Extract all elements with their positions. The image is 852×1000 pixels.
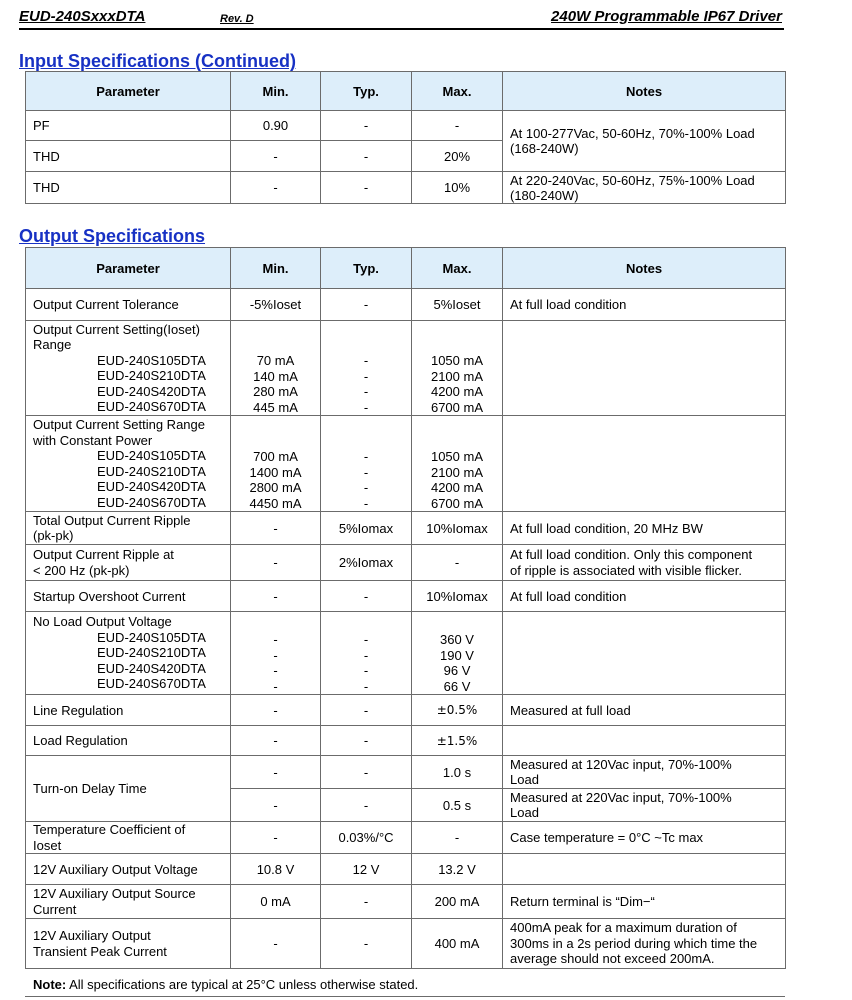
- model-name: EUD-240S670DTA: [97, 494, 206, 510]
- param-cell: [26, 512, 231, 545]
- notes-cell: [503, 416, 786, 512]
- notes-cell: [503, 789, 786, 822]
- value: -: [363, 464, 369, 480]
- value: 4200 mA: [430, 480, 484, 495]
- document-id: EUD-240SxxxDTA: [19, 8, 146, 25]
- note-line: Load: [510, 805, 539, 820]
- max-cell: 20%: [412, 141, 503, 172]
- param-line: < 200 Hz (pk-pk): [33, 562, 130, 578]
- table-row: [26, 756, 786, 789]
- notes-cell: Case temperature = 0°C ~Tc max: [503, 822, 786, 854]
- param-cell: PF: [26, 111, 231, 141]
- col-max: Max.: [412, 72, 503, 111]
- max-cell: 13.2 V: [412, 854, 503, 885]
- param-line: Transient Peak Current: [33, 943, 167, 959]
- min-cell: 0.90: [231, 111, 321, 141]
- table-row: [26, 919, 786, 969]
- max-cell: ±1.5%: [412, 726, 503, 756]
- input-spec-table: [25, 71, 786, 204]
- max-cell: 5%Ioset: [412, 289, 503, 321]
- typ-cell: 0.03%/°C: [321, 822, 412, 854]
- note-line: At full load condition. Only this component: [510, 547, 753, 562]
- param-cell: Turn-on Delay Time: [26, 756, 231, 822]
- note-line: average should not exceed 200mA.: [510, 951, 715, 967]
- value: -: [363, 480, 369, 495]
- max-cell: -: [412, 111, 503, 141]
- value: -: [363, 449, 369, 464]
- min-cell: -: [231, 512, 321, 545]
- note-line: Measured at 120Vac input, 70%-100%: [510, 756, 732, 772]
- table-row: [26, 289, 786, 321]
- param-cell: Startup Overshoot Current: [26, 581, 231, 612]
- max-cell: [412, 416, 503, 512]
- typ-cell: 5%Iomax: [321, 512, 412, 545]
- max-cell: 200 mA: [412, 885, 503, 919]
- min-cell: -: [231, 919, 321, 969]
- note-line: Load: [510, 772, 539, 787]
- typ-cell: [321, 612, 412, 695]
- table-row: [26, 512, 786, 545]
- col-parameter: Parameter: [26, 248, 231, 289]
- notes-cell: At full load condition: [503, 289, 786, 321]
- param-line: 12V Auxiliary Output: [33, 928, 151, 943]
- value: -: [273, 678, 278, 694]
- typ-cell: [321, 321, 412, 416]
- model-name: EUD-240S210DTA: [97, 463, 206, 479]
- model-name: EUD-240S105DTA: [97, 629, 206, 645]
- param-cell: THD: [26, 141, 231, 172]
- min-cell: 10.8 V: [231, 854, 321, 885]
- value: -: [273, 647, 278, 663]
- param-cell: THD: [26, 172, 231, 204]
- value: -: [363, 647, 369, 663]
- min-cell: -: [231, 545, 321, 581]
- max-cell: -: [412, 822, 503, 854]
- value: 2100 mA: [430, 368, 484, 384]
- output-spec-table: [25, 247, 786, 969]
- min-cell: -: [231, 172, 321, 204]
- output-section-title: Output Specifications: [19, 226, 206, 246]
- product-title: 240W Programmable IP67 Driver: [551, 8, 782, 25]
- max-cell: 10%: [412, 172, 503, 204]
- min-cell: -: [231, 789, 321, 822]
- table-row: [26, 581, 786, 612]
- page-header: [19, 0, 784, 30]
- param-line: Temperature Coefficient of: [33, 822, 186, 837]
- value: 190 V: [440, 647, 474, 663]
- param-line: with Constant Power: [33, 432, 153, 448]
- param-cell: [26, 919, 231, 969]
- revision: Rev. D: [220, 13, 254, 25]
- max-cell: 0.5 s: [412, 789, 503, 822]
- table-row: [26, 321, 786, 416]
- footnote-text: All specifications are typical at 25°C unless otherwise stated.: [69, 977, 419, 992]
- table-row: [26, 695, 786, 726]
- param-line: Output Current Setting Range: [33, 417, 205, 432]
- param-cell: [26, 885, 231, 919]
- param-line: Current: [33, 901, 77, 917]
- notes-cell: At 100-277Vac, 50-60Hz, 70%-100% Load (168-240W): [503, 111, 786, 172]
- table-row: [26, 885, 786, 919]
- param-line: Output Current Ripple at: [33, 547, 174, 562]
- col-typ: Typ.: [321, 248, 412, 289]
- notes-cell: Measured at full load: [503, 695, 786, 726]
- value: 2800 mA: [249, 480, 302, 495]
- note-line: of ripple is associated with visible flicker.: [510, 562, 742, 578]
- table-row: [26, 172, 786, 204]
- value: -: [363, 368, 369, 384]
- typ-cell: -: [321, 726, 412, 756]
- typ-cell: -: [321, 111, 412, 141]
- param-line: (pk-pk): [33, 528, 74, 543]
- col-notes: Notes: [503, 72, 786, 111]
- table-row: [26, 612, 786, 695]
- col-max: Max.: [412, 248, 503, 289]
- max-cell: [412, 321, 503, 416]
- param-cell: [26, 321, 231, 416]
- input-section-title: Input Specifications (Continued): [19, 51, 296, 71]
- value: 66 V: [443, 678, 471, 694]
- notes-cell: At full load condition: [503, 581, 786, 612]
- notes-cell: [503, 756, 786, 789]
- max-cell: 10%Iomax: [412, 512, 503, 545]
- table-header-row: [26, 72, 786, 111]
- value: 280 mA: [253, 384, 298, 399]
- model-name: EUD-240S420DTA: [97, 479, 206, 494]
- value: -: [363, 663, 369, 678]
- notes-cell: [503, 919, 786, 969]
- min-cell: -: [231, 141, 321, 172]
- param-cell: 12V Auxiliary Output Voltage: [26, 854, 231, 885]
- value: 700 mA: [253, 449, 298, 464]
- value: -: [273, 663, 278, 678]
- value: -: [363, 384, 369, 399]
- model-name: EUD-240S420DTA: [97, 383, 206, 399]
- model-name: EUD-240S105DTA: [97, 448, 206, 463]
- notes-cell: [503, 612, 786, 695]
- value: -: [363, 678, 369, 694]
- min-cell: -: [231, 822, 321, 854]
- max-cell: 1.0 s: [412, 756, 503, 789]
- value: -: [363, 495, 369, 511]
- table-row: [26, 545, 786, 581]
- col-min: Min.: [231, 248, 321, 289]
- model-name: EUD-240S210DTA: [97, 645, 206, 661]
- bottom-divider: [25, 996, 785, 997]
- min-cell: -: [231, 695, 321, 726]
- value: -: [363, 353, 369, 368]
- footnote: [33, 977, 418, 992]
- max-cell: -: [412, 545, 503, 581]
- value: -: [363, 399, 369, 415]
- min-cell: -: [231, 726, 321, 756]
- typ-cell: -: [321, 789, 412, 822]
- typ-cell: [321, 416, 412, 512]
- col-notes: Notes: [503, 248, 786, 289]
- param-cell: Output Current Tolerance: [26, 289, 231, 321]
- param-line: Range: [33, 337, 72, 352]
- min-cell: -5%Ioset: [231, 289, 321, 321]
- param-cell: [26, 612, 231, 695]
- typ-cell: -: [321, 141, 412, 172]
- model-name: EUD-240S420DTA: [97, 660, 206, 676]
- value: 445 mA: [253, 399, 298, 415]
- typ-cell: -: [321, 756, 412, 789]
- value: 70 mA: [256, 353, 295, 368]
- value: -: [363, 632, 369, 647]
- param-line: Ioset: [33, 837, 62, 853]
- model-name: EUD-240S670DTA: [97, 676, 206, 692]
- param-line: Output Current Setting(Ioset): [33, 321, 200, 337]
- note-line: 300ms in a 2s period during which time the: [510, 935, 758, 951]
- typ-cell: -: [321, 289, 412, 321]
- value: -: [273, 632, 278, 647]
- footnote-label: Note:: [33, 977, 67, 992]
- typ-cell: -: [321, 695, 412, 726]
- table-row: [26, 111, 786, 141]
- typ-cell: -: [321, 581, 412, 612]
- value: 140 mA: [253, 368, 298, 384]
- typ-cell: -: [321, 885, 412, 919]
- typ-cell: 2%Iomax: [321, 545, 412, 581]
- max-cell: 400 mA: [412, 919, 503, 969]
- model-name: EUD-240S210DTA: [97, 368, 206, 383]
- value: 2100 mA: [430, 464, 484, 480]
- table-header-row: [26, 248, 786, 289]
- typ-cell: 12 V: [321, 854, 412, 885]
- param-cell: [26, 545, 231, 581]
- value: 96 V: [443, 663, 471, 678]
- param-cell: [26, 822, 231, 854]
- value: 4450 mA: [249, 495, 302, 511]
- value: 1050 mA: [430, 353, 484, 368]
- table-row: [26, 416, 786, 512]
- value: 4200 mA: [430, 384, 484, 399]
- notes-cell: [503, 854, 786, 885]
- notes-cell: At 220-240Vac, 50-60Hz, 75%-100% Load (180-240W): [503, 172, 786, 204]
- value: 360 V: [440, 632, 474, 647]
- param-cell: Line Regulation: [26, 695, 231, 726]
- min-cell: [231, 612, 321, 695]
- param-line: 12V Auxiliary Output Source: [33, 886, 196, 901]
- value: 6700 mA: [430, 495, 484, 511]
- value: 6700 mA: [430, 399, 484, 415]
- notes-cell: At full load condition, 20 MHz BW: [503, 512, 786, 545]
- param-cell: Load Regulation: [26, 726, 231, 756]
- table-row: [26, 822, 786, 854]
- min-cell: -: [231, 581, 321, 612]
- max-cell: 10%Iomax: [412, 581, 503, 612]
- notes-cell: [503, 545, 786, 581]
- min-cell: 0 mA: [231, 885, 321, 919]
- notes-cell: Return terminal is “Dim−“: [503, 885, 786, 919]
- max-cell: [412, 612, 503, 695]
- param-line: Total Output Current Ripple: [33, 512, 191, 528]
- col-parameter: Parameter: [26, 72, 231, 111]
- note-line: Measured at 220Vac input, 70%-100%: [510, 789, 732, 805]
- min-cell: -: [231, 756, 321, 789]
- value: 1400 mA: [249, 464, 302, 480]
- table-row: [26, 854, 786, 885]
- param-line: No Load Output Voltage: [33, 614, 172, 630]
- notes-cell: [503, 321, 786, 416]
- typ-cell: -: [321, 919, 412, 969]
- note-line: 400mA peak for a maximum duration of: [510, 920, 737, 936]
- typ-cell: -: [321, 172, 412, 204]
- table-row: [26, 726, 786, 756]
- col-typ: Typ.: [321, 72, 412, 111]
- min-cell: [231, 416, 321, 512]
- param-cell: [26, 416, 231, 512]
- max-cell: ±0.5%: [412, 695, 503, 726]
- min-cell: [231, 321, 321, 416]
- notes-cell: [503, 726, 786, 756]
- value: 1050 mA: [430, 449, 484, 464]
- col-min: Min.: [231, 72, 321, 111]
- model-name: EUD-240S105DTA: [97, 352, 206, 368]
- model-name: EUD-240S670DTA: [97, 399, 206, 414]
